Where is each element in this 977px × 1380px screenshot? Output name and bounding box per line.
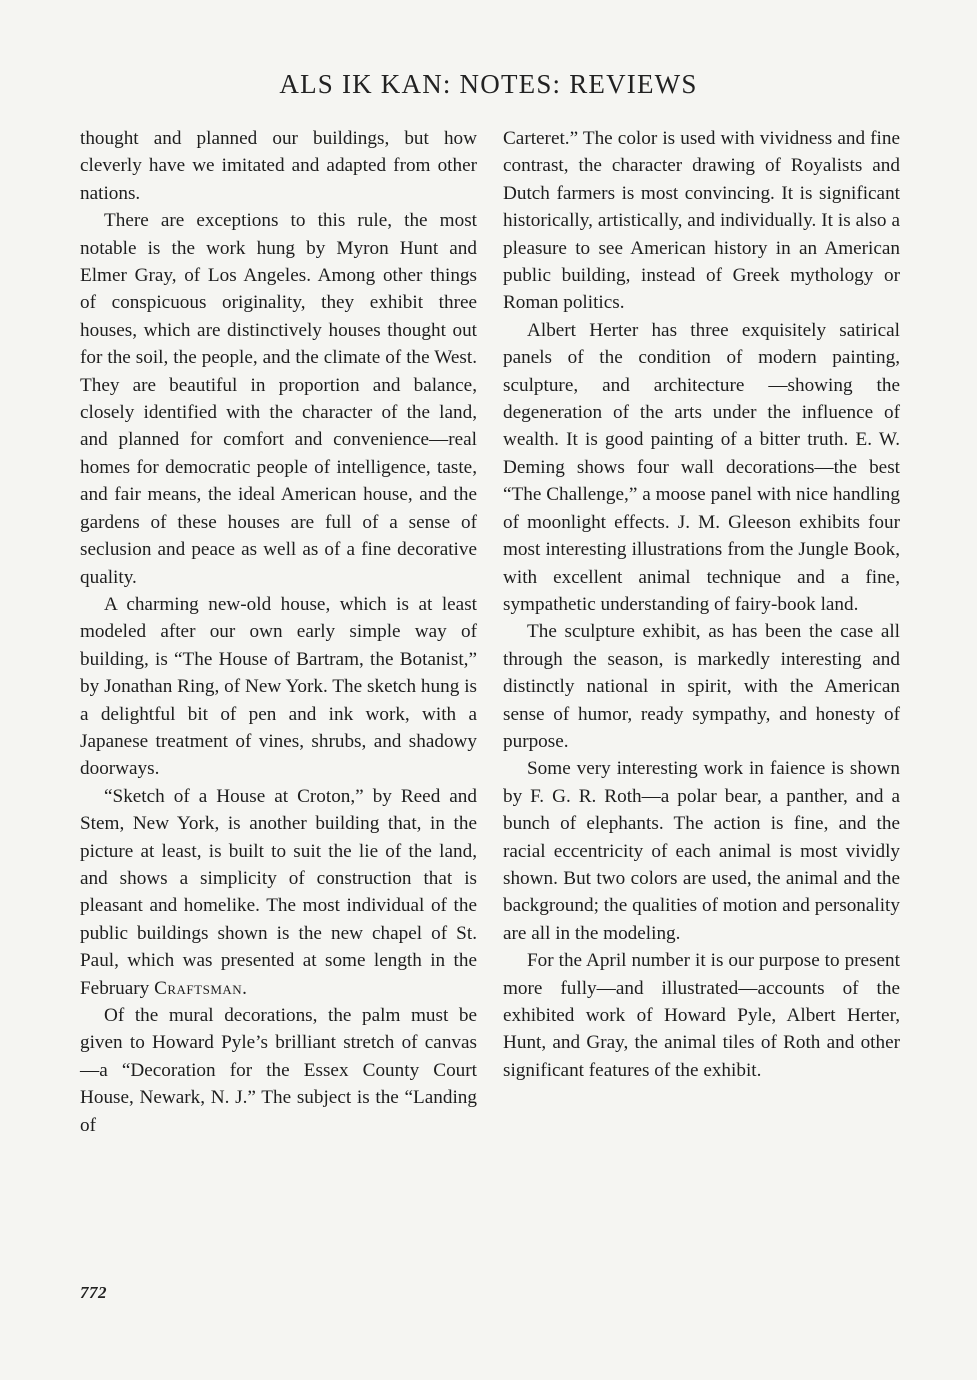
running-header: ALS IK KAN: NOTES: REVIEWS	[279, 69, 698, 99]
right-column	[503, 125, 900, 1084]
left-paragraph-4	[80, 783, 477, 1002]
right-paragraph-4: Some very interesting work in faience is shown by F. G. R. Roth—a polar bear, a panther, and a bunch of elephants. The action is fine, and the racial eccentricity of each animal is most vividly shown. But two colors are used, the animal and the background; the qualities of motion and personality are all in the modeling.	[503, 758, 900, 944]
left-column	[80, 125, 477, 1139]
right-paragraph-2: Albert Herter has three exquisitely satirical panels of the condition of modern painting, sculpture, and architecture —showing the degeneration of the arts under the influence of wealth. It is good painting of a bitter truth. E. W. Deming shows four wall decorations—the best “The Challenge,” a moose panel with nice handling of moonlight effects. J. M. Gleeson exhibits four most interesting illustrations from the Jungle Book, with excellent animal technique and a fine, sympathetic understanding of fairy-book land.	[503, 319, 900, 615]
right-paragraph-5: For the April number it is our purpose to present more fully—and illustrated—accounts of the exhibited work of Howard Pyle, Albert Herter, Hunt, and Gray, the animal tiles of Roth and other significant features of the exhibit.	[503, 950, 900, 1081]
left-paragraph-3: A charming new-old house, which is at least modeled after our own early simple way of building, is “The House of Bartram, the Botanist,” by Jonathan Ring, of New York. The sketch hung is a delightful bit of pen and ink work, with a Japanese treatment of vines, shrubs, and shadowy doorways.	[80, 593, 477, 780]
magazine-name: Craftsman	[154, 977, 243, 999]
page-number: 772	[80, 1283, 107, 1302]
left-paragraph-2: There are exceptions to this rule, the most notable is the work hung by Myron Hunt and Elmer Gray, of Los Angeles. Among other things of conspicuous originality, they exhibit three houses, which are distinctively houses thought out for the soil, the people, and the climate of the West. They are beautiful in proportion and balance, closely identified with the character of the land, and planned for comfort and convenience—real homes for democratic people of intelligence, taste, and fair means, the ideal American house, and the gardens of these houses are full of a sense of seclusion and peace as well as of a fine decorative quality.	[80, 210, 477, 588]
right-paragraph-1: Carteret.” The color is used with vividness and fine contrast, the character drawing of Royalists and Dutch farmers is most convincing. It is significant historically, artistically, and individually. It is also a pleasure to see American history in an American public building, instead of Greek mythology or Roman politics.	[503, 128, 900, 314]
left-paragraph-4-text: “Sketch of a House at Croton,” by Reed and Stem, New York, is another building that, in the picture at least, is built to suit the lie of the land, and shows a simplicity of construction that is pleasant and homelike. The most individual of the public buildings shown is the new chapel of St. Paul, which was presented at some length in the February	[80, 785, 477, 999]
right-paragraph-3: The sculpture exhibit, as has been the case all through the season, is markedly interesting and distinctly national in spirit, with the American sense of humor, ready sympathy, and honesty of purpose.	[503, 621, 900, 752]
left-paragraph-4-end: .	[242, 977, 247, 999]
left-paragraph-1: thought and planned our buildings, but how cleverly have we imitated and adapted from other nations.	[80, 128, 477, 204]
left-paragraph-5: Of the mural decorations, the palm must be given to Howard Pyle’s brilliant stretch of canvas—a “Decoration for the Essex County Court House, Newark, N. J.” The subject is the “Landing of	[80, 1005, 477, 1136]
